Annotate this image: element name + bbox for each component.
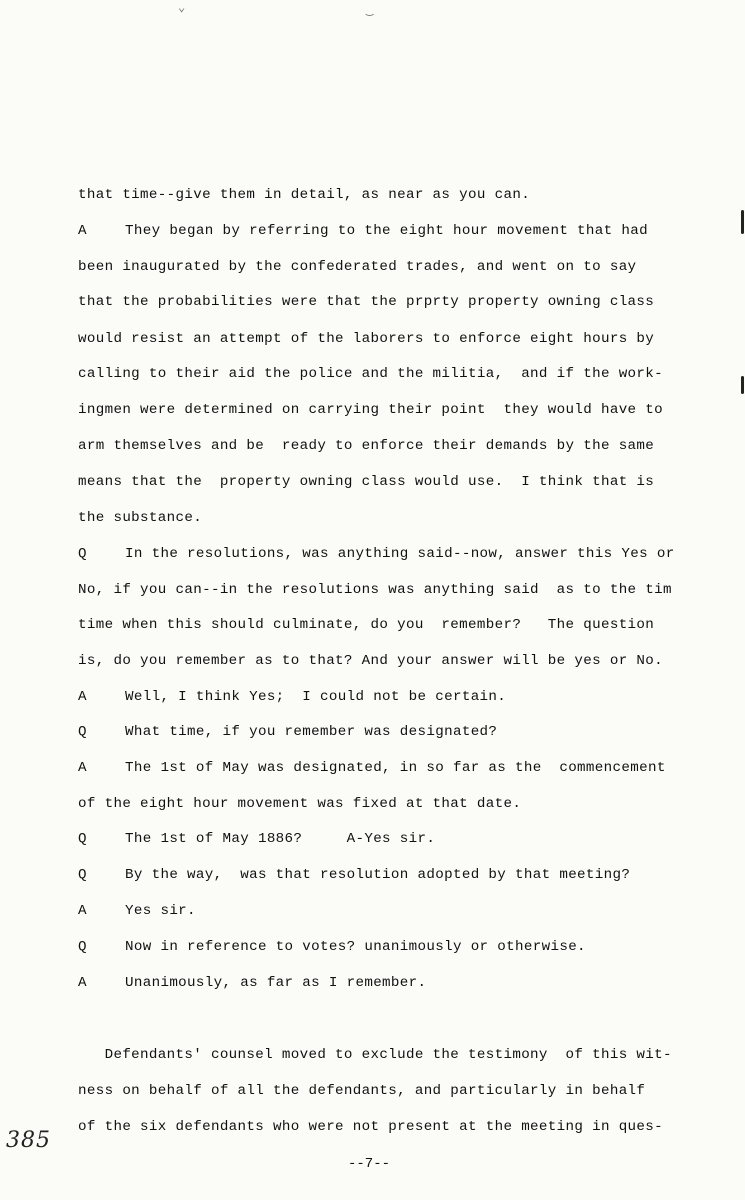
question-marker: Q [78,831,87,847]
transcript-line [78,545,718,563]
transcript-line [78,866,718,884]
transcript-line [78,222,718,240]
line-text: They began by referring to the eight hour movement that had [125,223,648,239]
line-text: Unanimously, as far as I remember. [125,975,427,991]
page-number: --7-- [348,1156,391,1172]
question-marker: Q [78,546,87,562]
transcript-line: means that the property owning class would use. I think that is [78,474,655,490]
question-marker: Q [78,724,87,740]
line-text: Yes sir. [125,903,196,919]
line-text: Well, I think Yes; I could not be certain. [125,689,507,705]
transcript-line: of the eight hour movement was fixed at that date. [78,796,522,812]
answer-marker: A [78,760,87,776]
transcript-line: would resist an attempt of the laborers to enforce eight hours by [78,331,655,347]
line-text: The 1st of May was designated, in so far as the commencement [125,760,666,776]
transcript-line: ingmen were determined on carrying their point they would have to [78,402,664,418]
transcript-line: arm themselves and be ready to enforce their demands by the same [78,438,655,454]
margin-note: 385 [6,1128,51,1153]
transcript-line: calling to their aid the police and the militia, and if the work- [78,366,664,382]
line-text: Now in reference to votes? unanimously or otherwise. [125,939,586,955]
transcript-line: that time--give them in detail, as near as you can. [78,187,531,203]
transcript-line [78,938,718,956]
transcript-line [78,759,718,777]
transcript-line: of the six defendants who were not present at the meeting in ques- [78,1119,664,1135]
transcript-line [78,688,718,706]
question-marker: Q [78,939,87,955]
transcript-line: the substance. [78,510,203,526]
line-text: What time, if you remember was designated? [125,724,498,740]
answer-marker: A [78,975,87,991]
transcript-line [78,830,718,848]
answer-marker: A [78,223,87,239]
line-text: In the resolutions, was anything said--now, answer this Yes or [125,546,675,562]
question-marker: Q [78,867,87,883]
scan-edge-mark [741,376,744,394]
transcript-line: No, if you can--in the resolutions was anything said as to the tim [78,582,672,598]
transcript-line: Defendants' counsel moved to exclude the testimony of this wit- [78,1047,672,1063]
line-text: The 1st of May 1886? A-Yes sir. [125,831,436,847]
transcript-line: ness on behalf of all the defendants, and particularly in behalf [78,1083,646,1099]
line-text: By the way, was that resolution adopted by that meeting? [125,867,631,883]
scan-mark: ‿ [366,3,374,17]
transcript-line [78,723,718,741]
answer-marker: A [78,689,87,705]
transcript-line [78,974,718,992]
transcript-line: that the probabilities were that the prprty property owning class [78,294,655,310]
scan-edge-mark [741,210,744,234]
answer-marker: A [78,903,87,919]
transcript-line: time when this should culminate, do you remember? The question [78,617,655,633]
transcript-line: been inaugurated by the confederated trades, and went on to say [78,259,637,275]
transcript-line [78,902,718,920]
scan-mark: ⌄ [178,1,186,15]
transcript-line: is, do you remember as to that? And your answer will be yes or No. [78,653,664,669]
